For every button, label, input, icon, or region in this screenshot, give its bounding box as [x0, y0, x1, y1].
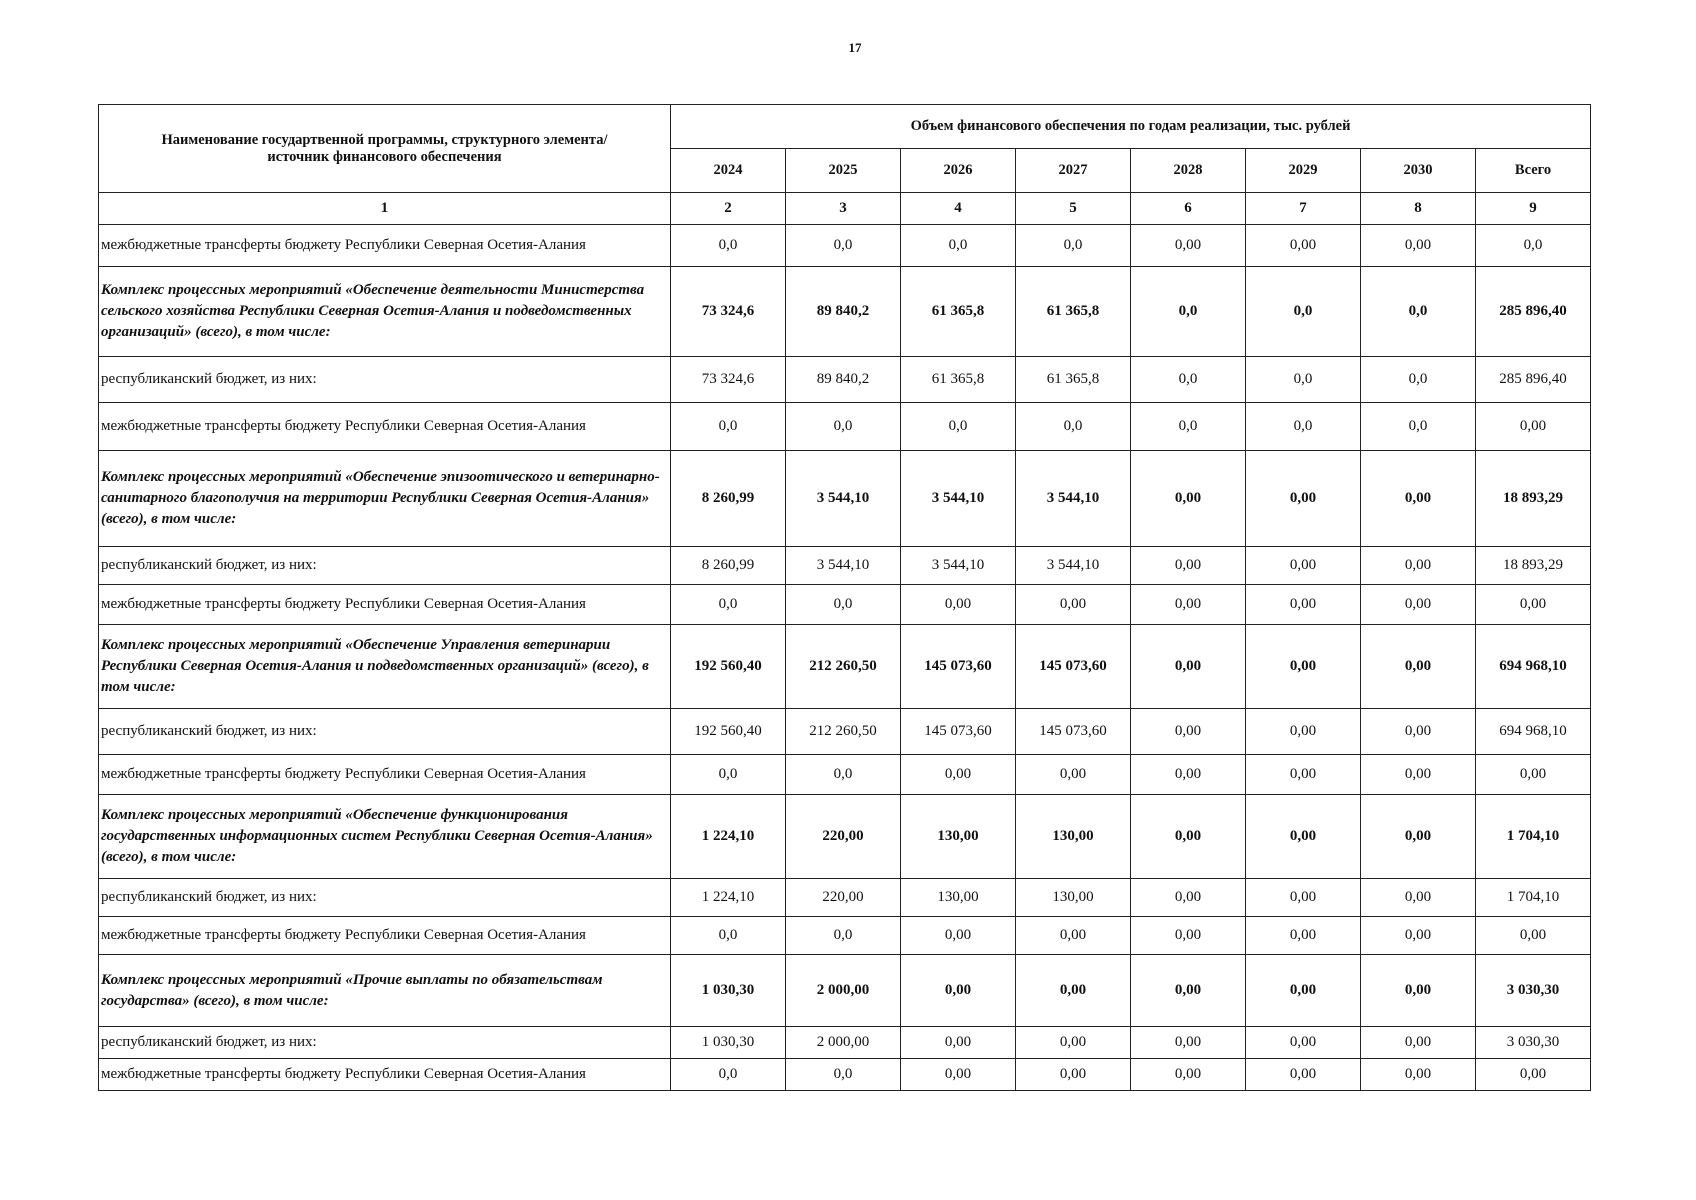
cell-value: 0,0 — [671, 917, 786, 955]
cell-value: 0,00 — [1361, 1027, 1476, 1059]
cell-value: 0,00 — [1246, 1027, 1361, 1059]
cell-value: 0,00 — [1246, 755, 1361, 795]
cell-total: 285 896,40 — [1476, 357, 1591, 403]
cell-value: 8 260,99 — [671, 547, 786, 585]
cell-value: 89 840,2 — [786, 357, 901, 403]
table-row — [99, 585, 1591, 625]
header-year: 2028 — [1131, 149, 1246, 193]
cell-value: 0,00 — [1361, 917, 1476, 955]
cell-value: 89 840,2 — [786, 267, 901, 357]
row-name: Комплекс процессных мероприятий «Обеспечение деятельности Министерства сельского хозяйства Республики Северная Осетия-Алания и подведомственных организаций» (всего), в том числе: — [99, 267, 671, 357]
cell-value: 0,00 — [1361, 879, 1476, 917]
row-name: Комплекс процессных мероприятий «Обеспечение Управления ветеринарии Республики Северная Осетия-Алания и подведомственных организаций» (всего), в том числе: — [99, 625, 671, 709]
table-row — [99, 709, 1591, 755]
cell-value: 0,0 — [786, 225, 901, 267]
cell-value: 0,00 — [901, 917, 1016, 955]
cell-value: 0,0 — [901, 403, 1016, 451]
cell-value: 0,0 — [671, 585, 786, 625]
cell-value: 130,00 — [1016, 795, 1131, 879]
cell-value: 0,00 — [1246, 547, 1361, 585]
column-number: 7 — [1246, 193, 1361, 225]
cell-value: 3 544,10 — [786, 451, 901, 547]
cell-total: 18 893,29 — [1476, 451, 1591, 547]
cell-value: 0,00 — [1016, 1059, 1131, 1091]
column-number: 4 — [901, 193, 1016, 225]
row-name: межбюджетные трансферты бюджету Республики Северная Осетия-Алания — [99, 403, 671, 451]
header-year: 2027 — [1016, 149, 1131, 193]
cell-value: 0,00 — [1361, 547, 1476, 585]
header-volume-group: Объем финансового обеспечения по годам реализации, тыс. рублей — [671, 105, 1591, 149]
cell-total: 0,00 — [1476, 585, 1591, 625]
header-row-1 — [99, 105, 1591, 149]
cell-value: 0,00 — [1131, 955, 1246, 1027]
cell-value: 0,0 — [1361, 403, 1476, 451]
cell-value: 0,00 — [1131, 1027, 1246, 1059]
cell-value: 0,00 — [1361, 1059, 1476, 1091]
cell-value: 0,00 — [901, 755, 1016, 795]
cell-value: 0,0 — [786, 403, 901, 451]
row-name: республиканский бюджет, из них: — [99, 1027, 671, 1059]
cell-value: 1 224,10 — [671, 795, 786, 879]
table-row — [99, 1027, 1591, 1059]
cell-value: 0,00 — [1246, 955, 1361, 1027]
row-name: республиканский бюджет, из них: — [99, 547, 671, 585]
table-row — [99, 1059, 1591, 1091]
cell-value: 0,0 — [1016, 225, 1131, 267]
cell-value: 0,00 — [1131, 225, 1246, 267]
cell-value: 0,0 — [1246, 357, 1361, 403]
cell-value: 0,00 — [1016, 585, 1131, 625]
header-year: 2024 — [671, 149, 786, 193]
cell-value: 192 560,40 — [671, 625, 786, 709]
cell-value: 0,0 — [1131, 403, 1246, 451]
column-number: 1 — [99, 193, 671, 225]
row-name: межбюджетные трансферты бюджету Республики Северная Осетия-Алания — [99, 755, 671, 795]
column-number: 3 — [786, 193, 901, 225]
cell-value: 0,0 — [671, 1059, 786, 1091]
table-row — [99, 403, 1591, 451]
column-number: 2 — [671, 193, 786, 225]
cell-value: 0,00 — [1131, 547, 1246, 585]
row-name: Комплекс процессных мероприятий «Обеспечение функционирования государственных информационных систем Республики Северная Осетия-Алания» (всего), в том числе: — [99, 795, 671, 879]
cell-value: 130,00 — [901, 795, 1016, 879]
cell-value: 0,0 — [1016, 403, 1131, 451]
table-row — [99, 917, 1591, 955]
cell-value: 0,00 — [1361, 585, 1476, 625]
cell-total: 18 893,29 — [1476, 547, 1591, 585]
cell-value: 0,00 — [1361, 755, 1476, 795]
cell-value: 145 073,60 — [901, 709, 1016, 755]
cell-value: 0,00 — [1246, 451, 1361, 547]
cell-value: 0,0 — [786, 755, 901, 795]
table-body — [99, 225, 1591, 1091]
cell-value: 0,00 — [1246, 1059, 1361, 1091]
cell-value: 0,00 — [901, 955, 1016, 1027]
cell-value: 0,0 — [1246, 267, 1361, 357]
cell-value: 0,00 — [1246, 225, 1361, 267]
cell-value: 0,00 — [1131, 917, 1246, 955]
program-row — [99, 955, 1591, 1027]
cell-value: 0,0 — [1361, 267, 1476, 357]
cell-value: 0,00 — [1361, 795, 1476, 879]
cell-value: 220,00 — [786, 795, 901, 879]
cell-value: 192 560,40 — [671, 709, 786, 755]
row-name: межбюджетные трансферты бюджету Республики Северная Осетия-Алания — [99, 225, 671, 267]
column-number: 9 — [1476, 193, 1591, 225]
cell-value: 0,00 — [1131, 451, 1246, 547]
cell-value: 0,00 — [901, 1059, 1016, 1091]
cell-value: 73 324,6 — [671, 357, 786, 403]
cell-value: 61 365,8 — [1016, 267, 1131, 357]
cell-value: 3 544,10 — [1016, 547, 1131, 585]
cell-total: 0,00 — [1476, 1059, 1591, 1091]
cell-value: 130,00 — [1016, 879, 1131, 917]
cell-value: 0,00 — [1246, 709, 1361, 755]
cell-total: 0,00 — [1476, 917, 1591, 955]
financing-table — [98, 104, 1591, 1091]
cell-value: 220,00 — [786, 879, 901, 917]
cell-value: 0,00 — [1131, 625, 1246, 709]
cell-value: 0,00 — [1131, 585, 1246, 625]
cell-value: 0,00 — [901, 585, 1016, 625]
cell-value: 0,00 — [1246, 879, 1361, 917]
cell-value: 3 544,10 — [786, 547, 901, 585]
cell-value: 0,00 — [1131, 879, 1246, 917]
column-number: 6 — [1131, 193, 1246, 225]
header-year: 2025 — [786, 149, 901, 193]
cell-total: 0,0 — [1476, 225, 1591, 267]
cell-value: 0,00 — [1361, 625, 1476, 709]
header-year: 2030 — [1361, 149, 1476, 193]
cell-value: 1 030,30 — [671, 1027, 786, 1059]
cell-value: 0,0 — [786, 917, 901, 955]
row-name: межбюджетные трансферты бюджету Республики Северная Осетия-Алания — [99, 1059, 671, 1091]
cell-value: 0,0 — [671, 225, 786, 267]
cell-value: 0,00 — [1131, 1059, 1246, 1091]
cell-value: 0,00 — [1361, 225, 1476, 267]
row-name: Комплекс процессных мероприятий «Прочие выплаты по обязательствам государства» (всего), в том числе: — [99, 955, 671, 1027]
cell-total: 3 030,30 — [1476, 955, 1591, 1027]
program-row — [99, 625, 1591, 709]
row-name: Комплекс процессных мероприятий «Обеспечение эпизоотического и ветеринарно-санитарного благополучия на территории Республики Северная Осетия-Алания» (всего), в том числе: — [99, 451, 671, 547]
cell-total: 3 030,30 — [1476, 1027, 1591, 1059]
header-column-numbers — [99, 193, 1591, 225]
program-row — [99, 451, 1591, 547]
cell-value: 0,00 — [1246, 917, 1361, 955]
cell-total: 694 968,10 — [1476, 625, 1591, 709]
cell-value: 2 000,00 — [786, 1027, 901, 1059]
cell-value: 0,0 — [1361, 357, 1476, 403]
header-year: 2029 — [1246, 149, 1361, 193]
cell-value: 8 260,99 — [671, 451, 786, 547]
cell-value: 61 365,8 — [901, 357, 1016, 403]
header-name-column: Наименование государтвенной программы, структурного элемента/источник финансового обеспечения — [99, 105, 671, 193]
page-number: 17 — [848, 40, 862, 55]
cell-total: 0,00 — [1476, 755, 1591, 795]
table-row — [99, 879, 1591, 917]
cell-value: 0,00 — [1246, 585, 1361, 625]
cell-value: 1 224,10 — [671, 879, 786, 917]
cell-value: 212 260,50 — [786, 709, 901, 755]
cell-value: 61 365,8 — [901, 267, 1016, 357]
cell-value: 0,00 — [1131, 755, 1246, 795]
cell-value: 0,0 — [671, 755, 786, 795]
cell-value: 61 365,8 — [1016, 357, 1131, 403]
table-row — [99, 755, 1591, 795]
cell-value: 0,0 — [671, 403, 786, 451]
program-row — [99, 795, 1591, 879]
cell-total: 1 704,10 — [1476, 795, 1591, 879]
cell-total: 0,00 — [1476, 403, 1591, 451]
column-number: 5 — [1016, 193, 1131, 225]
cell-total: 285 896,40 — [1476, 267, 1591, 357]
row-name: межбюджетные трансферты бюджету Республики Северная Осетия-Алания — [99, 917, 671, 955]
cell-value: 2 000,00 — [786, 955, 901, 1027]
cell-value: 0,0 — [786, 585, 901, 625]
cell-value: 130,00 — [901, 879, 1016, 917]
cell-value: 0,00 — [1016, 917, 1131, 955]
row-name: республиканский бюджет, из них: — [99, 709, 671, 755]
cell-value: 1 030,30 — [671, 955, 786, 1027]
cell-value: 0,0 — [1131, 267, 1246, 357]
cell-value: 0,0 — [786, 1059, 901, 1091]
row-name: республиканский бюджет, из них: — [99, 357, 671, 403]
cell-value: 0,0 — [901, 225, 1016, 267]
table-row — [99, 225, 1591, 267]
cell-total: 694 968,10 — [1476, 709, 1591, 755]
cell-value: 0,00 — [1131, 709, 1246, 755]
cell-value: 3 544,10 — [901, 451, 1016, 547]
cell-value: 212 260,50 — [786, 625, 901, 709]
header-year: 2026 — [901, 149, 1016, 193]
cell-value: 145 073,60 — [1016, 709, 1131, 755]
table-row — [99, 357, 1591, 403]
cell-value: 0,0 — [1131, 357, 1246, 403]
column-number: 8 — [1361, 193, 1476, 225]
cell-value: 0,00 — [1131, 795, 1246, 879]
cell-value: 73 324,6 — [671, 267, 786, 357]
table-row — [99, 547, 1591, 585]
cell-value: 0,0 — [1246, 403, 1361, 451]
row-name: республиканский бюджет, из них: — [99, 879, 671, 917]
cell-value: 0,00 — [1016, 1027, 1131, 1059]
cell-value: 0,00 — [1361, 451, 1476, 547]
cell-value: 0,00 — [901, 1027, 1016, 1059]
cell-value: 0,00 — [1361, 709, 1476, 755]
cell-value: 0,00 — [1016, 755, 1131, 795]
cell-value: 3 544,10 — [1016, 451, 1131, 547]
cell-total: 1 704,10 — [1476, 879, 1591, 917]
cell-value: 145 073,60 — [901, 625, 1016, 709]
cell-value: 0,00 — [1246, 625, 1361, 709]
header-total: Всего — [1476, 149, 1591, 193]
cell-value: 0,00 — [1246, 795, 1361, 879]
cell-value: 0,00 — [1016, 955, 1131, 1027]
row-name: межбюджетные трансферты бюджету Республики Северная Осетия-Алания — [99, 585, 671, 625]
program-row — [99, 267, 1591, 357]
cell-value: 145 073,60 — [1016, 625, 1131, 709]
cell-value: 3 544,10 — [901, 547, 1016, 585]
cell-value: 0,00 — [1361, 955, 1476, 1027]
